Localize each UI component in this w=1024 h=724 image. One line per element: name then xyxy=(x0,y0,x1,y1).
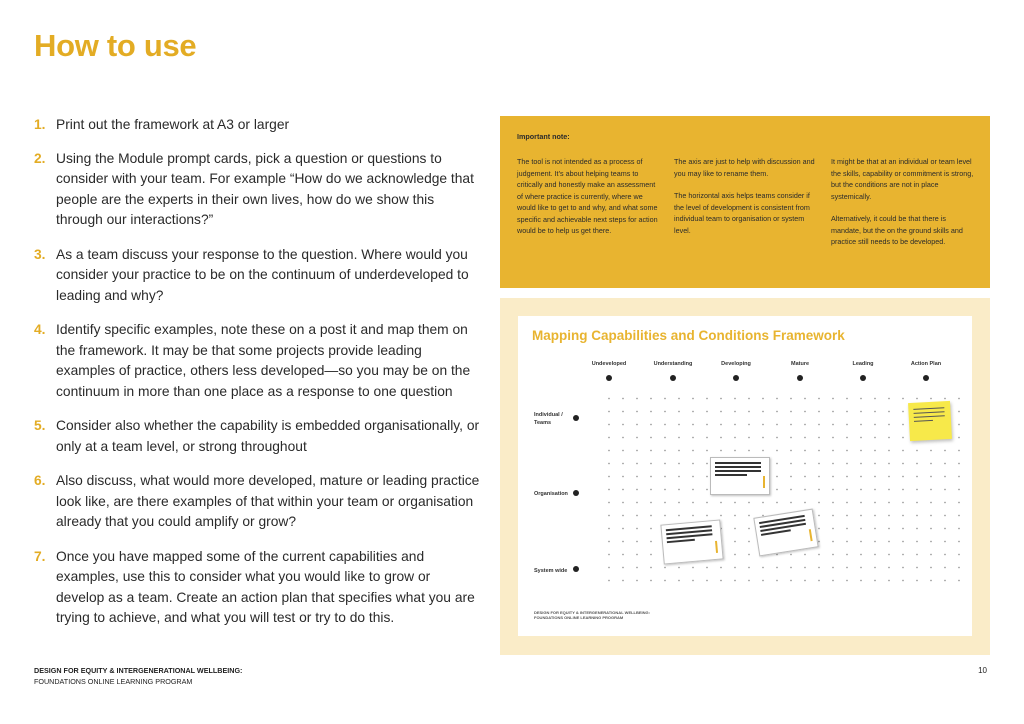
note-paragraph: Alternatively, it could be that there is mandate, but the on the ground skills and practice still needs to be developed. xyxy=(831,214,963,246)
step-number: 7. xyxy=(34,548,46,564)
column-label: Undeveloped xyxy=(591,361,627,367)
post-it-card xyxy=(710,457,770,495)
column-marker xyxy=(797,375,803,381)
framework-figure xyxy=(500,298,990,655)
important-note-box xyxy=(500,116,990,288)
instructions-list xyxy=(34,115,482,643)
note-heading: Important note: xyxy=(517,132,570,141)
sticky-note xyxy=(908,401,952,441)
page-footer xyxy=(34,665,242,687)
step-text: As a team discuss your response to the question. Where would you consider your practice to be on the continuum of underdeveloped to leading and why? xyxy=(56,246,469,303)
column-label: Leading xyxy=(852,361,874,367)
row-marker xyxy=(573,566,579,572)
list-item xyxy=(34,245,482,307)
row-marker xyxy=(573,415,579,421)
column-marker xyxy=(606,375,612,381)
column-marker xyxy=(733,375,739,381)
note-column-2 xyxy=(674,156,819,247)
list-item xyxy=(34,547,482,629)
footer-line-2: FOUNDATIONS ONLINE LEARNING PROGRAM xyxy=(34,677,193,686)
column-label: Developing xyxy=(721,361,751,367)
list-item xyxy=(34,149,482,231)
framework-sheet xyxy=(518,316,972,636)
dot-grid xyxy=(602,392,962,590)
step-text: Print out the framework at A3 or larger xyxy=(56,117,290,132)
step-text: Using the Module prompt cards, pick a question or questions to consider with your team. For example “How do we acknowledge that people are the experts in their own lives, how do we show this through our interactions?” xyxy=(56,150,474,227)
column-label: Understanding xyxy=(653,361,693,367)
framework-footer-line: DESIGN FOR EQUITY & INTERGENERATIONAL WELLBEING: xyxy=(534,610,651,615)
framework-title: Mapping Capabilities and Conditions Framework xyxy=(532,328,845,343)
framework-footer xyxy=(534,610,650,620)
note-paragraph: The horizontal axis helps teams consider if the level of development is consistent from individual team to organisation or system level. xyxy=(674,191,810,235)
footer-line-1: DESIGN FOR EQUITY & INTERGENERATIONAL WELLBEING: xyxy=(34,666,243,675)
list-item xyxy=(34,416,482,457)
note-paragraph: It might be that at an individual or team level the skills, capability or commitment is strong, but the conditions are not in place systemically. xyxy=(831,157,974,201)
row-label: Individual / Teams xyxy=(534,412,563,426)
note-paragraph: The tool is not intended as a process of judgement. It’s about helping teams to critically and honestly make an assessment of where practice is currently, where we would like to get to and why, and what some specific and achievable next steps for action would be to help us get there. xyxy=(517,157,658,235)
post-it-card xyxy=(660,519,723,564)
step-number: 6. xyxy=(34,473,46,488)
row-label: Organisation xyxy=(534,491,568,497)
list-item xyxy=(34,320,482,402)
step-text: Also discuss, what would more developed, mature or leading practice look like, are there examples of that within your team or organisation already that you could amplify or grow? xyxy=(56,473,480,529)
column-label: Mature xyxy=(790,361,810,367)
step-number: 4. xyxy=(34,322,46,337)
column-marker xyxy=(860,375,866,381)
page-number: 10 xyxy=(978,666,987,675)
note-column-3 xyxy=(831,156,976,259)
page-title: How to use xyxy=(34,28,197,63)
list-item xyxy=(34,471,482,533)
note-paragraph: The axis are just to help with discussion and you may like to rename them. xyxy=(674,157,815,178)
framework-footer-line: FOUNDATIONS ONLINE LEARNING PROGRAM xyxy=(534,615,624,620)
note-column-1 xyxy=(517,156,662,248)
step-number: 3. xyxy=(34,246,46,262)
step-number: 2. xyxy=(34,150,46,166)
step-text: Consider also whether the capability is embedded organisationally, or only at a team level, or strong throughout xyxy=(56,418,480,454)
row-label: System wide xyxy=(534,568,568,574)
step-number: 1. xyxy=(34,117,46,132)
step-number: 5. xyxy=(34,418,46,433)
list-item xyxy=(34,115,482,136)
column-label: Action Plan xyxy=(910,361,942,367)
step-text: Once you have mapped some of the current capabilities and examples, use this to consider what you would like to grow or develop as a team. Create an action plan that specifies what you are trying to achieve, and what you will test or try to do this. xyxy=(56,548,475,625)
step-text: Identify specific examples, note these on a post it and map them on the framework. It may be that some projects provide leading examples of practice, others less developed—so you may be on the continuum in more than one place as a response to one question xyxy=(56,322,471,399)
row-marker xyxy=(573,490,579,496)
column-marker xyxy=(670,375,676,381)
column-marker xyxy=(923,375,929,381)
